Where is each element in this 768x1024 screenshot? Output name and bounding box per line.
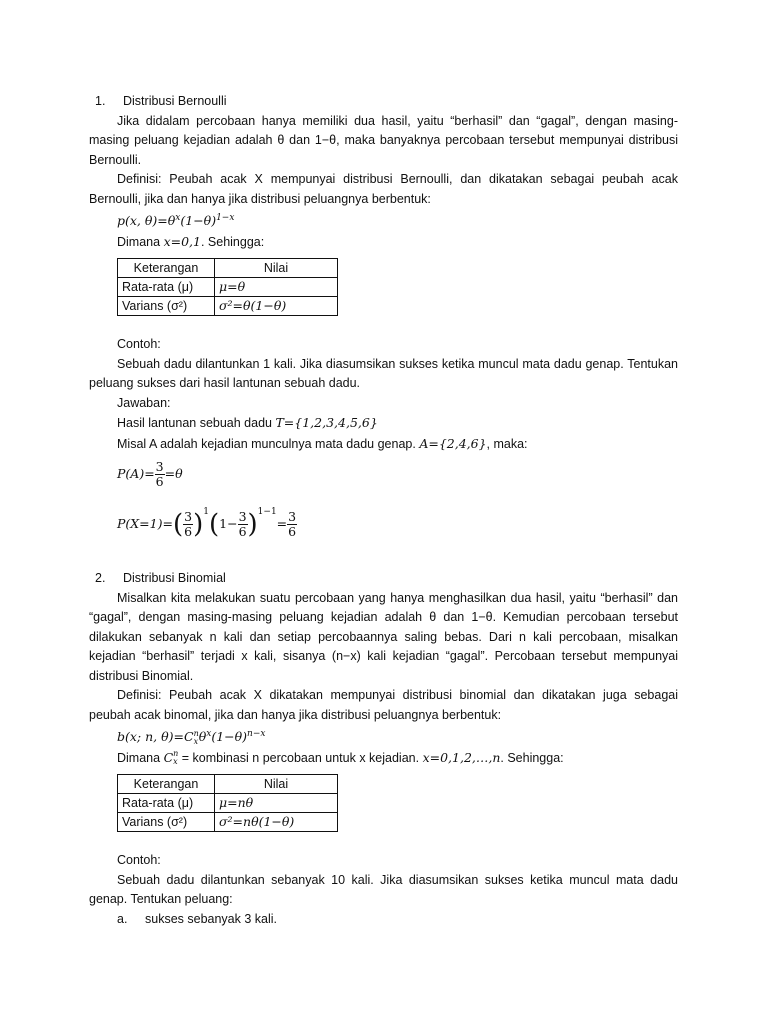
table-row — [118, 278, 338, 297]
table-header-row — [118, 259, 338, 278]
table-row — [118, 297, 338, 316]
table-cell: σ²=θ(1−θ) — [215, 297, 338, 316]
list-item — [89, 910, 678, 930]
table-cell: σ²=nθ(1−θ) — [215, 813, 338, 832]
table-header: Keterangan — [118, 775, 215, 794]
section-number: 1. — [95, 94, 106, 108]
table-header: Nilai — [215, 775, 338, 794]
domain-line: Dimana x=0,1. Sehingga: — [117, 233, 265, 249]
equation-pa: P(A)= $\frac{3}{6}$ =θ — [117, 459, 183, 490]
answer-line: Hasil lantunan sebuah dadu T={1,2,3,4,5,6} — [117, 415, 378, 431]
section-title: Distribusi Bernoulli — [123, 94, 227, 108]
table-header: Keterangan — [118, 259, 215, 278]
section-heading — [89, 569, 678, 589]
answer-label: Jawaban: — [117, 395, 171, 410]
binomial-formula: b(x; n, θ)=C n x $\theta^x(1-\theta)^{n-x}$ — [117, 728, 266, 746]
section-number: 2. — [95, 571, 106, 585]
section-binomial — [89, 569, 678, 929]
example-label: Contoh: — [117, 337, 161, 352]
table-row — [118, 813, 338, 832]
table-header-row — [118, 775, 338, 794]
binomial-table — [117, 774, 338, 832]
domain-line: Dimana C n x = kombinasi n percobaan untuk x kejadian. x=0,1,2,…,n. Sehingga: — [117, 749, 564, 767]
list-item-label: a. — [117, 911, 128, 926]
table-cell: Varians (σ²) — [118, 813, 215, 832]
table-cell: Rata-rata (μ) — [118, 794, 215, 813]
list-item-text: sukses sebanyak 3 kali. — [145, 911, 278, 926]
bernoulli-table — [117, 258, 338, 316]
bernoulli-formula: p(x, $\theta)=\theta^x(1-\theta)^{1-x}$ — [117, 213, 235, 229]
definition-paragraph: Definisi: Peubah acak X dikatakan mempunyai distribusi binomial dan dikatakan juga sebagai peubah acak binomal, jika dan hanya jika distribusi peluangnya berbentuk: — [89, 688, 678, 722]
table-header: Nilai — [215, 259, 338, 278]
section-bernoulli — [89, 92, 678, 540]
table-cell: Rata-rata (μ) — [118, 278, 215, 297]
section-title: Distribusi Binomial — [123, 571, 226, 585]
table-cell: Varians (σ²) — [118, 297, 215, 316]
table-row — [118, 794, 338, 813]
example-text: Sebuah dadu dilantunkan 1 kali. Jika diasumsikan sukses ketika muncul mata dadu genap. Tentukan peluang sukses dari hasil lantunan sebuah dadu. — [89, 356, 678, 391]
equation-px1: P(X=1)=( $\frac{3}{6}$ )$^1$(1− $\frac{3}{6}$ )$^{1-1}$= $\frac{3}{6}$ — [117, 507, 297, 540]
example-label: Contoh: — [117, 853, 161, 868]
example-text: Sebuah dadu dilantunkan sebanyak 10 kali. Jika diasumsikan sukses ketika muncul mata dadu genap. Tentukan peluang: — [89, 872, 678, 907]
definition-paragraph: Definisi: Peubah acak X mempunyai distribusi Bernoulli, dan dikatakan sebagai peubah acak Bernoulli, jika dan hanya jika distribusi peluangnya berbentuk: — [89, 172, 678, 206]
table-cell: μ=nθ — [215, 794, 338, 813]
paragraph: Jika didalam percobaan hanya memiliki dua hasil, yaitu “berhasil” dan “gagal”, dengan masing-masing peluang kejadian adalah θ dan 1−θ, maka banyaknya percobaan tersebut mempunyai distribusi Bernoulli. — [89, 113, 678, 167]
table-cell: μ=θ — [215, 278, 338, 297]
answer-line: Misal A adalah kejadian munculnya mata dadu genap. A={2,4,6}, maka: — [117, 435, 528, 451]
paragraph: Misalkan kita melakukan suatu percobaan yang hanya menghasilkan dua hasil, yaitu “berhasil” dan “gagal”, dengan masing-masing peluang kejadian adalah θ dan 1−θ. Kemudian percobaan tersebut dilakukan sebanyak n kali dan setiap percobaannya saling bebas. Dari n kali percobaan, misalkan kejadian “berhasil” terjadi x kali, sisanya (n−x) kali kejadian “gagal”. Percobaan tersebut mempunyai distribusi Binomial. — [89, 590, 678, 683]
section-heading — [89, 92, 678, 112]
